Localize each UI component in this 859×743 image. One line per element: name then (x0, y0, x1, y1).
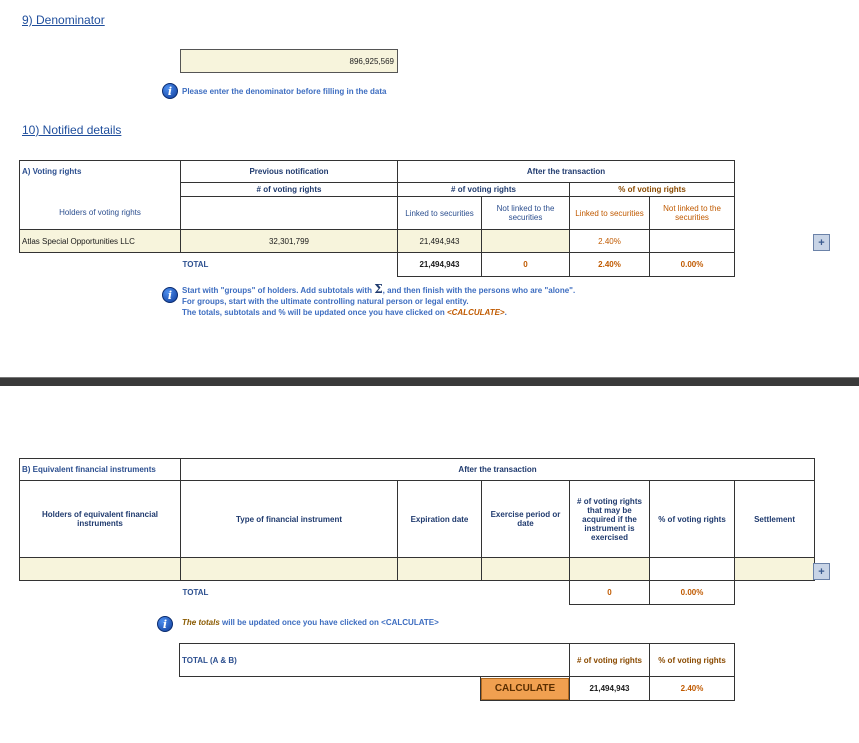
linked-pct-cell: 2.40% (570, 230, 650, 253)
table-a-total-label: TOTAL (181, 253, 398, 277)
settlement-input-cell[interactable] (735, 558, 815, 581)
total-linked-num: 21,494,943 (398, 253, 482, 277)
pct-rights-header: % of voting rights (650, 481, 735, 558)
settlement-header: Settlement (735, 481, 815, 558)
table-a-title: A) Voting rights (20, 161, 181, 183)
expiration-input-cell[interactable] (398, 558, 482, 581)
num-rights-input-cell[interactable] (570, 558, 650, 581)
table-b-note: The totals will be updated once you have clicked on <CALCULATE> (182, 618, 439, 627)
total-linked-pct: 2.40% (570, 253, 650, 277)
expiration-header: Expiration date (398, 481, 482, 558)
total-ab-pct: 2.40% (650, 677, 735, 701)
not-linked-pct-header: Not linked to the securities (650, 197, 735, 230)
section-9-title: 9) Denominator (22, 13, 105, 27)
holders-header: Holders of voting rights (20, 197, 181, 230)
total-ab-num-header: # of voting rights (570, 644, 650, 677)
table-b-total-label: TOTAL (182, 588, 209, 598)
add-row-button-a[interactable]: + (813, 234, 830, 251)
financial-instruments-table (19, 458, 815, 605)
section-10-title: 10) Notified details (22, 123, 122, 137)
linked-pct-header: Linked to securities (570, 197, 650, 230)
total-not-linked-num: 0 (482, 253, 570, 277)
section-divider (0, 377, 859, 386)
prev-num-voting-rights-header: # of voting rights (181, 183, 398, 197)
pct-rights-cell (650, 558, 735, 581)
after-pct-voting-rights-header: % of voting rights (570, 183, 735, 197)
table-row (20, 230, 735, 253)
holders-equivalent-header: Holders of equivalent financial instruments (20, 481, 181, 558)
prev-voting-rights-cell[interactable]: 32,301,799 (181, 230, 398, 253)
total-ab-pct-header: % of voting rights (650, 644, 735, 677)
total-b-num: 0 (570, 581, 650, 605)
table-b-title: B) Equivalent financial instruments (20, 459, 181, 481)
after-num-voting-rights-header: # of voting rights (398, 183, 570, 197)
total-ab-table (179, 643, 735, 701)
type-input-cell[interactable] (181, 558, 398, 581)
denominator-note: Please enter the denominator before filling in the data (182, 87, 387, 96)
after-transaction-header-b: After the transaction (181, 459, 815, 481)
table-a-note: Start with "groups" of holders. Add subtotals with Σ, and then finish with the persons who are "alone". For groups, start with the ultimate controlling natural person or legal entity. The totals, subtotals and % will be updated once you have clicked on <CALCULATE>. (182, 282, 576, 317)
voting-rights-table (19, 160, 735, 277)
info-icon: i (162, 287, 178, 303)
not-linked-pct-cell (650, 230, 735, 253)
info-icon: i (162, 83, 178, 99)
num-rights-header: # of voting rights that may be acquired if the instrument is exercised (570, 481, 650, 558)
not-linked-num-cell[interactable] (482, 230, 570, 253)
total-ab-num: 21,494,943 (570, 677, 650, 701)
add-row-button-b[interactable]: + (813, 563, 830, 580)
exercise-header: Exercise period or date (482, 481, 570, 558)
holder-input-cell[interactable] (20, 558, 181, 581)
after-transaction-header: After the transaction (398, 161, 735, 183)
type-instrument-header: Type of financial instrument (181, 481, 398, 558)
not-linked-num-header: Not linked to the securities (482, 197, 570, 230)
exercise-input-cell[interactable] (482, 558, 570, 581)
calculate-button[interactable]: CALCULATE (481, 678, 569, 700)
linked-num-header: Linked to securities (398, 197, 482, 230)
denominator-input[interactable]: 896,925,569 (180, 49, 398, 73)
sigma-icon: Σ (374, 282, 383, 296)
linked-num-cell[interactable]: 21,494,943 (398, 230, 482, 253)
prev-notification-header: Previous notification (181, 161, 398, 183)
total-not-linked-pct: 0.00% (650, 253, 735, 277)
holder-name-cell[interactable]: Atlas Special Opportunities LLC (20, 230, 181, 253)
table-row (20, 558, 815, 581)
total-b-pct: 0.00% (650, 581, 735, 605)
total-ab-label: TOTAL (A & B) (180, 644, 570, 677)
info-icon: i (157, 616, 173, 632)
